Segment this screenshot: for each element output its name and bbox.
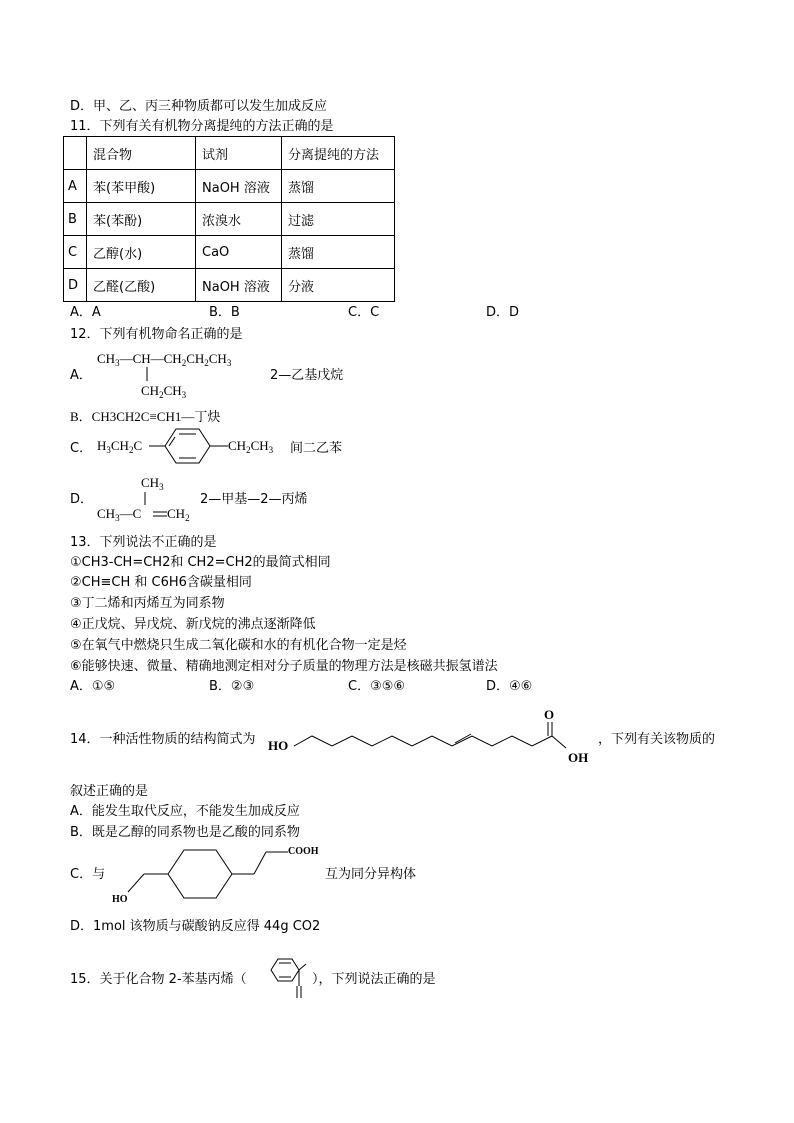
q11-choice-c: C．C: [348, 305, 380, 320]
table-cell: CaO: [196, 236, 282, 269]
svg-text:HO: HO: [112, 894, 128, 905]
q13-item-6: ⑥能够快速、微量、精确地测定相对分子质量的物理方法是核磁共振氢谱法: [70, 659, 498, 674]
q12-c-label: C．: [70, 441, 93, 456]
svg-text:CH2CH3: $CH_2CH_3$: [141, 383, 187, 400]
q12-c-name: 间二乙苯: [290, 441, 343, 456]
q13-choice-a: A．①⑤: [70, 679, 116, 694]
q14-stem-post: ，下列有关该物质的: [598, 732, 716, 747]
table-cell: B: [64, 203, 87, 236]
q12-d-structure: [95, 472, 205, 526]
q11-choice-b: B．B: [209, 305, 240, 320]
table-cell: 蒸馏: [282, 236, 395, 269]
svg-text:COOH: COOH: [288, 846, 319, 857]
table-cell: D: [64, 269, 87, 302]
q14-option-a: A．能发生取代反应，不能发生加成反应: [70, 804, 300, 819]
svg-text:OH: OH: [568, 750, 589, 765]
table-cell: 分离提纯的方法: [282, 137, 395, 170]
q11-choice-d: D．D: [486, 305, 520, 320]
q13-choice-b: B．②③: [209, 679, 255, 694]
table-cell: NaOH 溶液: [196, 269, 282, 302]
q13-item-4: ④正戊烷、异戊烷、新戊烷的沸点逐渐降低: [70, 617, 316, 632]
svg-text:CH2: $CH_2$: [167, 506, 190, 523]
q10-option-d: D．甲、乙、丙三种物质都可以发生加成反应: [70, 99, 328, 114]
q11-stem: 11．下列有关有机物分离提纯的方法正确的是: [70, 119, 334, 134]
svg-text:CH2CH3: $CH_2CH_3$: [228, 438, 274, 455]
table-cell: 苯(苯酚): [87, 203, 196, 236]
q11-choice-a: A．A: [70, 305, 101, 320]
table-cell: 乙醛(乙酸): [87, 269, 196, 302]
q15-stem-post: ），下列说法正确的是: [312, 972, 436, 987]
svg-text:HO: HO: [268, 738, 289, 753]
q15-structure: [268, 954, 308, 1000]
q13-item-5: ⑤在氧气中燃烧只生成二氧化碳和水的有机化合物一定是烃: [70, 638, 407, 653]
svg-text:CH3—C: $CH_3—C$: [97, 506, 142, 523]
table-cell: 试剂: [196, 137, 282, 170]
table-cell: A: [64, 170, 87, 203]
table-header-row: [64, 137, 395, 170]
q14-option-c-pre: C．与: [70, 867, 106, 882]
table-cell: 苯(苯甲酸): [87, 170, 196, 203]
q13-item-2: ②CH≡CH 和 C6H6含碳量相同: [70, 575, 252, 590]
q14-option-c-post: 互为同分异构体: [325, 867, 417, 882]
svg-text:CH3: $CH_3$: [141, 475, 164, 492]
q14-option-d: D．1mol 该物质与碳酸钠反应得 44g CO2: [70, 919, 321, 934]
table-cell: 乙醇(水): [87, 236, 196, 269]
table-cell: 分液: [282, 269, 395, 302]
table-row: [64, 236, 395, 269]
q14-c-structure: [108, 842, 323, 906]
q12-a-name: 2—乙基戊烷: [270, 368, 344, 383]
q14-stem-cont: 叙述正确的是: [70, 784, 149, 799]
svg-text:O: O: [544, 707, 555, 722]
q14-stem-pre: 14．一种活性物质的结构简式为: [70, 732, 256, 747]
table-row: [64, 203, 395, 236]
q13-stem: 13．下列说法不正确的是: [70, 535, 217, 550]
table-cell: [64, 137, 87, 170]
table-cell: 过滤: [282, 203, 395, 236]
q14-option-b: B．既是乙醇的同系物也是乙酸的同系物: [70, 825, 300, 840]
q13-choice-c: C．③⑤⑥: [348, 679, 406, 694]
q13-choice-d: D．④⑥: [486, 679, 533, 694]
q12-d-label: D．: [70, 492, 94, 507]
table-cell: 蒸馏: [282, 170, 395, 203]
table-cell: 浓溴水: [196, 203, 282, 236]
q12-stem: 12．下列有机物命名正确的是: [70, 327, 243, 342]
svg-text:H3CH2C: $H_3CH_2C$: [97, 438, 143, 455]
q12-option-b: B．CH3CH2C≡CH1—丁炔: [70, 409, 221, 424]
q11-table: [63, 136, 395, 302]
table-row: [64, 170, 395, 203]
q14-structure: [268, 708, 598, 770]
table-cell: C: [64, 236, 87, 269]
svg-text:CH3—CH—CH2CH2CH3: $CH_3—CH—CH_2CH_2CH_3$: [97, 351, 232, 368]
q15-stem-pre: 15．关于化合物 2-苯基丙烯（: [70, 972, 247, 987]
q12-d-name: 2—甲基—2—丙烯: [200, 492, 308, 507]
q12-a-label: A．: [70, 368, 92, 383]
q13-item-1: ①CH3-CH=CH2和 CH2=CH2的最简式相同: [70, 555, 331, 570]
q13-item-3: ③丁二烯和丙烯互为同系物: [70, 596, 225, 611]
table-row: [64, 269, 395, 302]
table-cell: NaOH 溶液: [196, 170, 282, 203]
table-cell: 混合物: [87, 137, 196, 170]
